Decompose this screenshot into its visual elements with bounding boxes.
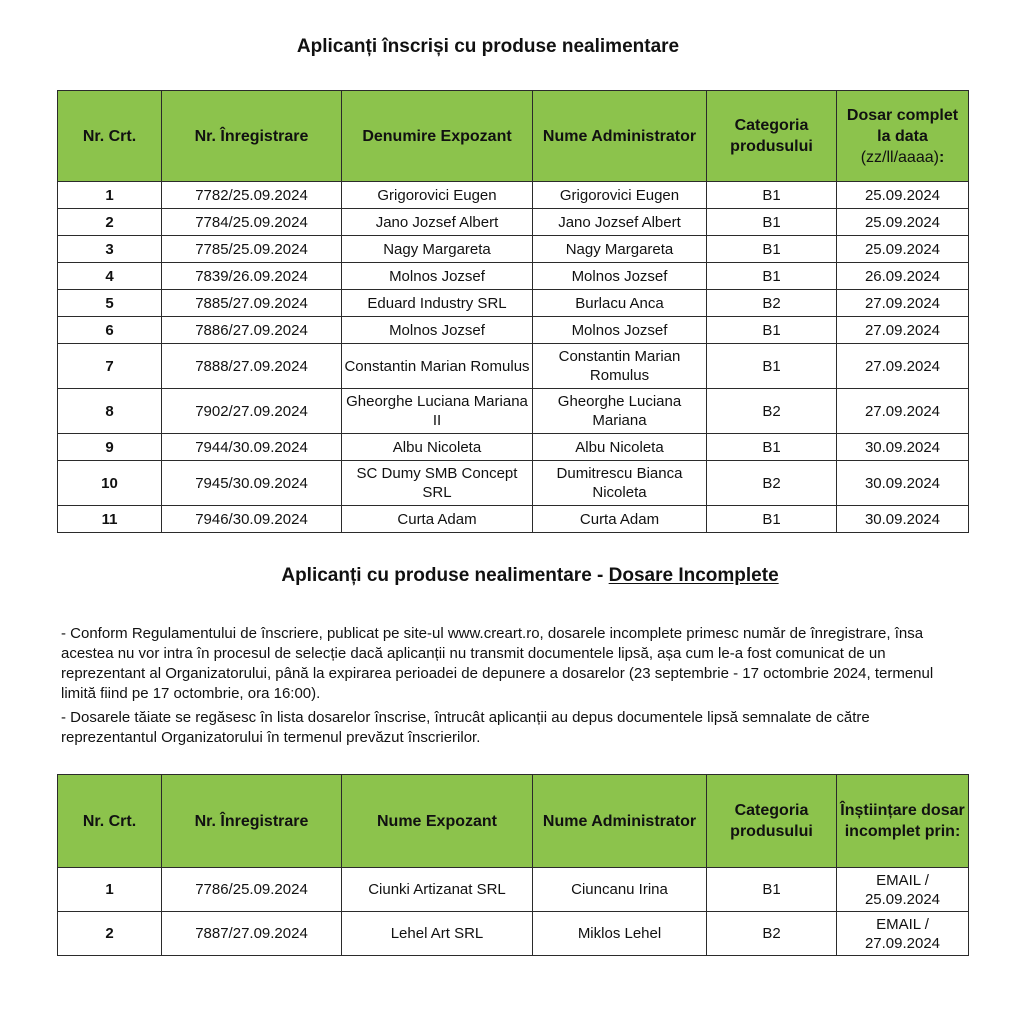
- cell-categoria: B1: [707, 182, 837, 209]
- cell-expozant: Ciunki Artizanat SRL: [342, 868, 533, 912]
- cell-expozant: Grigorovici Eugen: [342, 182, 533, 209]
- cell-administrator: Dumitrescu Bianca Nicoleta: [533, 461, 707, 506]
- cell-data: 30.09.2024: [837, 461, 969, 506]
- cell-nr: 1: [58, 182, 162, 209]
- cell-categoria: B1: [707, 344, 837, 389]
- header-nr-crt: Nr. Crt.: [58, 775, 162, 868]
- cell-nr: 4: [58, 263, 162, 290]
- cell-administrator: Gheorghe Luciana Mariana: [533, 389, 707, 434]
- cell-expozant: Constantin Marian Romulus: [342, 344, 533, 389]
- section1-title: Aplicanți înscriși cu produse nealimentare: [296, 36, 680, 57]
- cell-expozant: SC Dumy SMB Concept SRL: [342, 461, 533, 506]
- table-row: [58, 434, 969, 461]
- table-row: [58, 506, 969, 533]
- cell-administrator: Molnos Jozsef: [533, 263, 707, 290]
- cell-categoria: B2: [707, 912, 837, 956]
- cell-nr: 2: [58, 912, 162, 956]
- cell-nr: 10: [58, 461, 162, 506]
- section2-title: [52, 565, 1008, 587]
- cell-administrator: Miklos Lehel: [533, 912, 707, 956]
- table-row: [58, 236, 969, 263]
- cell-categoria: B1: [707, 236, 837, 263]
- header-instiintare: Înștiințare dosar incomplet prin:: [837, 775, 969, 868]
- cell-administrator: Albu Nicoleta: [533, 434, 707, 461]
- note-paragraph: - Dosarele tăiate se regăsesc în lista dosarelor înscrise, întrucât aplicanții au depus documentele lipsă semnalate de către reprezentantul Organizatorului în termenul prevăzut înscrierilor.: [61, 709, 870, 746]
- cell-administrator: Constantin Marian Romulus: [533, 344, 707, 389]
- note-paragraph: - Conform Regulamentului de înscriere, publicat pe site-ul www.creart.ro, dosarele incomplete primesc număr de înregistrare, însa acestea nu vor intra în procesul de selecție dacă aplicanții nu transmit documentele lipsă, așa cum le-a fost comunicat de un reprezentant al Organizatorului, până la expirarea perioadei de depunere a dosarelor (23 septembrie - 17 octombrie 2024, termenul limită fiind pe 17 octombrie, ora 16:00).: [61, 625, 934, 702]
- cell-nr: 9: [58, 434, 162, 461]
- section2-title-prefix: Aplicanți cu produse nealimentare -: [281, 565, 609, 586]
- table-row: [58, 389, 969, 434]
- cell-instiintare: EMAIL / 27.09.2024: [837, 912, 969, 956]
- cell-inregistrare: 7786/25.09.2024: [162, 868, 342, 912]
- header-dosar-complet: [837, 91, 969, 182]
- cell-inregistrare: 7888/27.09.2024: [162, 344, 342, 389]
- cell-categoria: B1: [707, 263, 837, 290]
- cell-administrator: Ciuncanu Irina: [533, 868, 707, 912]
- table-header-row: [58, 775, 969, 868]
- cell-data: 27.09.2024: [837, 344, 969, 389]
- cell-nr: 11: [58, 506, 162, 533]
- enrolled-applicants-table: [57, 90, 969, 533]
- cell-administrator: Jano Jozsef Albert: [533, 209, 707, 236]
- header-categoria: Categoria produsului: [707, 775, 837, 868]
- cell-nr: 8: [58, 389, 162, 434]
- cell-inregistrare: 7785/25.09.2024: [162, 236, 342, 263]
- cell-inregistrare: 7946/30.09.2024: [162, 506, 342, 533]
- table-row: [58, 461, 969, 506]
- cell-expozant: Lehel Art SRL: [342, 912, 533, 956]
- cell-data: 25.09.2024: [837, 209, 969, 236]
- cell-data: 25.09.2024: [837, 182, 969, 209]
- header-categoria: Categoria produsului: [707, 91, 837, 182]
- table-row: [58, 868, 969, 912]
- cell-inregistrare: 7885/27.09.2024: [162, 290, 342, 317]
- header-dosar-complet-label: Dosar complet la data: [846, 106, 959, 145]
- cell-categoria: B2: [707, 290, 837, 317]
- cell-nr: 7: [58, 344, 162, 389]
- cell-categoria: B1: [707, 434, 837, 461]
- cell-inregistrare: 7887/27.09.2024: [162, 912, 342, 956]
- cell-data: 27.09.2024: [837, 317, 969, 344]
- cell-data: 30.09.2024: [837, 434, 969, 461]
- cell-expozant: Albu Nicoleta: [342, 434, 533, 461]
- cell-categoria: B2: [707, 461, 837, 506]
- header-denumire-expozant: Denumire Expozant: [342, 91, 533, 182]
- cell-inregistrare: 7945/30.09.2024: [162, 461, 342, 506]
- section2-title-underlined: Dosare Incomplete: [608, 565, 779, 586]
- cell-data: 27.09.2024: [837, 290, 969, 317]
- header-nr-crt: Nr. Crt.: [58, 91, 162, 182]
- header-nr-inregistrare: Nr. Înregistrare: [162, 775, 342, 868]
- header-colon: :: [938, 148, 945, 166]
- header-nr-inregistrare: Nr. Înregistrare: [162, 91, 342, 182]
- table-row: [58, 263, 969, 290]
- cell-categoria: B1: [707, 317, 837, 344]
- table-row: [58, 317, 969, 344]
- cell-inregistrare: 7782/25.09.2024: [162, 182, 342, 209]
- cell-inregistrare: 7784/25.09.2024: [162, 209, 342, 236]
- cell-expozant: Jano Jozsef Albert: [342, 209, 533, 236]
- cell-administrator: Grigorovici Eugen: [533, 182, 707, 209]
- table-header-row: [58, 91, 969, 182]
- cell-data: 30.09.2024: [837, 506, 969, 533]
- cell-inregistrare: 7839/26.09.2024: [162, 263, 342, 290]
- table-row: [58, 912, 969, 956]
- cell-inregistrare: 7902/27.09.2024: [162, 389, 342, 434]
- cell-administrator: Burlacu Anca: [533, 290, 707, 317]
- cell-nr: 2: [58, 209, 162, 236]
- cell-categoria: B1: [707, 209, 837, 236]
- cell-instiintare: EMAIL / 25.09.2024: [837, 868, 969, 912]
- table-row: [58, 290, 969, 317]
- cell-data: 27.09.2024: [837, 389, 969, 434]
- incomplete-dossiers-table: [57, 774, 969, 956]
- cell-administrator: Molnos Jozsef: [533, 317, 707, 344]
- cell-administrator: Nagy Margareta: [533, 236, 707, 263]
- cell-inregistrare: 7886/27.09.2024: [162, 317, 342, 344]
- table-row: [58, 182, 969, 209]
- cell-data: 26.09.2024: [837, 263, 969, 290]
- header-nume-administrator: Nume Administrator: [533, 91, 707, 182]
- cell-expozant: Nagy Margareta: [342, 236, 533, 263]
- cell-categoria: B2: [707, 389, 837, 434]
- incomplete-notes: [61, 624, 961, 752]
- cell-expozant: Molnos Jozsef: [342, 317, 533, 344]
- cell-nr: 3: [58, 236, 162, 263]
- table-row: [58, 209, 969, 236]
- header-date-format: (zz/ll/aaaa): [860, 148, 939, 166]
- cell-nr: 6: [58, 317, 162, 344]
- cell-inregistrare: 7944/30.09.2024: [162, 434, 342, 461]
- table-row: [58, 344, 969, 389]
- cell-categoria: B1: [707, 506, 837, 533]
- cell-administrator: Curta Adam: [533, 506, 707, 533]
- cell-nr: 5: [58, 290, 162, 317]
- header-nume-administrator: Nume Administrator: [533, 775, 707, 868]
- cell-nr: 1: [58, 868, 162, 912]
- header-nume-expozant: Nume Expozant: [342, 775, 533, 868]
- cell-expozant: Eduard Industry SRL: [342, 290, 533, 317]
- cell-expozant: Molnos Jozsef: [342, 263, 533, 290]
- cell-expozant: Gheorghe Luciana Mariana II: [342, 389, 533, 434]
- cell-expozant: Curta Adam: [342, 506, 533, 533]
- cell-categoria: B1: [707, 868, 837, 912]
- cell-data: 25.09.2024: [837, 236, 969, 263]
